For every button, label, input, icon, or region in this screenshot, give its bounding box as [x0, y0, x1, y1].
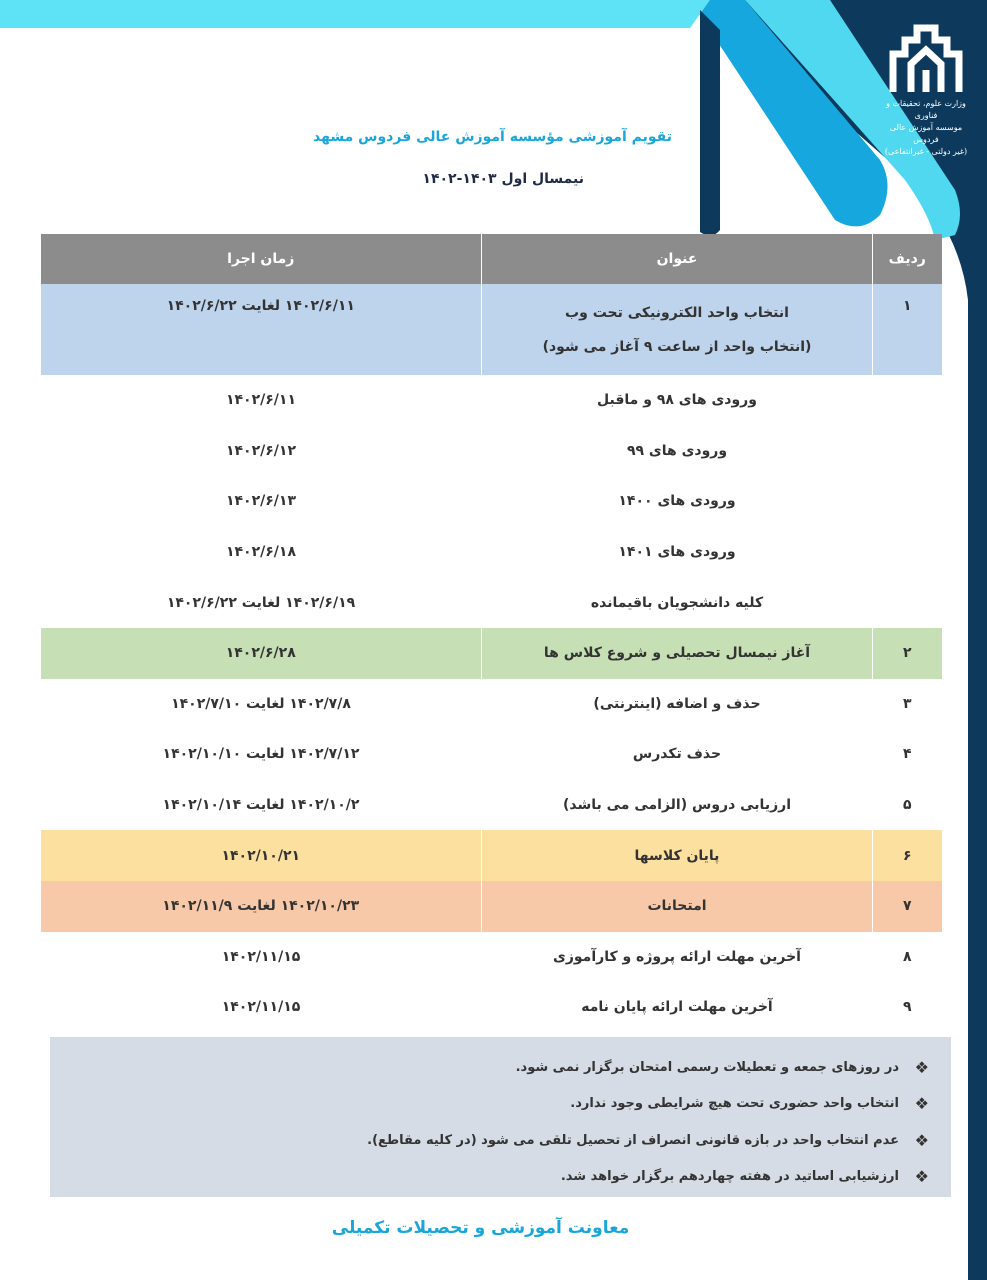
row-time: ۱۴۰۲/۶/۱۱	[225, 392, 297, 409]
row-number	[873, 476, 942, 527]
column-header-time: زمان اجرا	[41, 234, 482, 284]
page-title: تقویم آموزشی مؤسسه آموزش عالی فردوس مشهد	[313, 129, 672, 145]
table-row	[41, 830, 942, 881]
row-title: ورودی های ۱۴۰۰	[618, 493, 736, 510]
note-text: در روزهای جمعه و تعطیلات رسمی امتحان برگزار نمی شود.	[515, 1059, 899, 1075]
logo-caption-line: وزارت علوم، تحقیقات و فناوری	[886, 99, 966, 120]
row-number: ۵	[902, 797, 912, 814]
note-text: ارزشیابی اساتید در هفته چهاردهم برگزار خواهد شد.	[560, 1169, 899, 1185]
table-row	[41, 284, 942, 375]
row-title: پایان کلاسها	[482, 830, 873, 881]
table-row	[41, 628, 942, 679]
row-title: حذف تکدرس	[632, 746, 722, 763]
row-number	[873, 426, 942, 477]
column-header-num: ردیف	[873, 234, 942, 284]
table-row	[41, 375, 942, 426]
note-item	[72, 1122, 929, 1159]
row-title: ورودی های ۹۸ و ماقبل	[597, 392, 757, 409]
column-header-title: عنوان	[482, 234, 873, 284]
row-time: ۱۴۰۲/۱۰/۲۳ لغایت ۱۴۰۲/۱۱/۹	[41, 881, 482, 932]
page-subtitle: نیمسال اول ۱۴۰۳-۱۴۰۲	[422, 171, 584, 187]
table-row	[41, 577, 942, 628]
diamond-bullet-icon: ❖	[914, 1094, 929, 1114]
row-title-line: (انتخاب واحد از ساعت ۹ آغاز می شود)	[542, 338, 812, 355]
row-title: ورودی های ۱۴۰۱	[618, 544, 736, 561]
row-title: ورودی های ۹۹	[626, 442, 728, 459]
academic-calendar-table	[40, 234, 942, 1033]
table-header-row	[41, 234, 942, 284]
diamond-bullet-icon: ❖	[914, 1057, 929, 1077]
row-title: امتحانات	[482, 881, 873, 932]
institute-logo	[880, 14, 972, 158]
row-time: ۱۴۰۲/۱۰/۲ لغایت ۱۴۰۲/۱۰/۱۴	[162, 797, 360, 814]
note-item	[72, 1086, 929, 1123]
row-title: آخرین مهلت ارائه پروژه و کارآموزی	[553, 948, 801, 965]
row-title-line: انتخاب واحد الکترونیکی تحت وب	[565, 304, 789, 321]
row-number: ۶	[873, 830, 942, 881]
row-time: ۱۴۰۲/۶/۱۹ لغایت ۱۴۰۲/۶/۲۲	[166, 594, 356, 611]
note-text: عدم انتخاب واحد در بازه قانونی انصراف از تحصیل تلقی می شود (در کلیه مقاطع).	[367, 1132, 899, 1148]
row-time: ۱۴۰۲/۶/۲۸	[41, 628, 482, 679]
note-item	[72, 1049, 929, 1086]
table-row	[41, 982, 942, 1033]
row-number: ۴	[902, 746, 912, 763]
row-number: ۹	[902, 999, 912, 1016]
diamond-bullet-icon: ❖	[914, 1167, 929, 1187]
row-number: ۱	[873, 284, 942, 375]
row-title: ارزیابی دروس (الزامی می باشد)	[562, 797, 791, 814]
logo-caption-line: (غیر دولتی - غیرانتفاعی)	[884, 147, 968, 156]
footer-department: معاونت آموزشی و تحصیلات تکمیلی	[331, 1218, 630, 1238]
row-time: ۱۴۰۲/۷/۸ لغایت ۱۴۰۲/۷/۱۰	[171, 695, 351, 712]
row-time: ۱۴۰۲/۶/۱۱ لغایت ۱۴۰۲/۶/۲۲	[41, 284, 482, 375]
row-number: ۷	[873, 881, 942, 932]
table-row	[41, 729, 942, 780]
table-row	[41, 476, 942, 527]
row-number: ۳	[902, 695, 912, 712]
row-time: ۱۴۰۲/۱۰/۲۱	[41, 830, 482, 881]
notes-box	[50, 1037, 951, 1197]
row-time: ۱۴۰۲/۱۱/۱۵	[221, 948, 301, 965]
row-number: ۲	[873, 628, 942, 679]
row-time: ۱۴۰۲/۶/۱۳	[225, 493, 297, 510]
table-row	[41, 780, 942, 831]
note-item	[72, 1159, 929, 1196]
row-number	[873, 375, 942, 426]
logo-caption	[880, 98, 972, 158]
note-text: انتخاب واحد حضوری تحت هیچ شرایطی وجود ندارد.	[570, 1096, 899, 1112]
row-title: آغاز نیمسال تحصیلی و شروع کلاس ها	[482, 628, 873, 679]
table-row	[41, 426, 942, 477]
row-title: کلیه دانشجویان باقیمانده	[590, 594, 764, 611]
table-row	[41, 881, 942, 932]
row-title: آخرین مهلت ارائه پایان نامه	[581, 999, 773, 1016]
row-title	[482, 284, 873, 375]
table-row	[41, 932, 942, 983]
page-header	[300, 125, 672, 191]
row-time: ۱۴۰۲/۷/۱۲ لغایت ۱۴۰۲/۱۰/۱۰	[162, 746, 360, 763]
row-number	[873, 527, 942, 578]
row-number: ۸	[902, 948, 912, 965]
diamond-bullet-icon: ❖	[914, 1130, 929, 1150]
row-title: حذف و اضافه (اینترنتی)	[593, 695, 761, 712]
institute-emblem-icon	[883, 14, 969, 94]
row-time: ۱۴۰۲/۱۱/۱۵	[221, 999, 301, 1016]
row-number	[873, 577, 942, 628]
logo-caption-line: موسسه آموزش عالی فردوس	[889, 123, 963, 144]
row-time: ۱۴۰۲/۶/۱۸	[225, 544, 297, 561]
row-time: ۱۴۰۲/۶/۱۲	[225, 442, 297, 459]
table-row	[41, 527, 942, 578]
table-row	[41, 679, 942, 730]
